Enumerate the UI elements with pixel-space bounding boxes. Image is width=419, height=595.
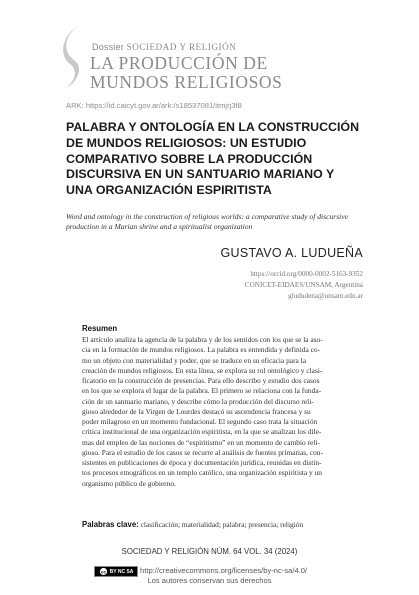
english-title-line: production in a Marian shrine and a spiritualist organization (66, 222, 253, 231)
dossier-title-line: LA PRODUCCIÓN DE (90, 53, 268, 73)
article-title-line: PALABRA Y ONTOLOGÍA EN LA CONSTRUCCIÓN (66, 120, 360, 134)
article-title-line: COMPARATIVO SOBRE LA PRODUCCIÓN (66, 151, 313, 166)
article-title-line: DE MUNDOS RELIGIOSOS: UN ESTUDIO (66, 135, 307, 150)
license-link[interactable]: http://creativecommons.org/licenses/by-nc-sa/4.0/ (140, 566, 308, 575)
abstract-line: ficatorio en la construcción de presencias. Para ello describo y estudio dos casos (82, 376, 320, 386)
article-title-line: UNA ORGANIZACIÓN ESPIRITISTA (66, 183, 272, 198)
abstract-line: crítica institucional de una organización espiritista, en la que se analizan los dile- (82, 427, 322, 437)
dossier-title-line: MUNDOS RELIGIOSOS (90, 72, 283, 92)
orcid-link[interactable]: https://orcid.org/0000-0002-5163-9352 (250, 270, 363, 278)
abstract-line: en los que se explora el lugar de la palabra. El primero se relaciona con la funda- (82, 386, 322, 396)
dossier-label: Dossier SOCIEDAD Y RELIGIÓN (92, 42, 237, 52)
abstract-line: sistentes en publicaciones de época y documentación jurídica, reunidas en distin- (82, 458, 322, 468)
article-title (66, 120, 366, 199)
abstract-line: cia en la formación de mundos religiosos. La palabra es entendida y definida co- (82, 345, 321, 355)
abstract-body (82, 335, 365, 489)
abstract-line: mas del empleo de las nociones de “espiritismo” en un momento de cambio reli- (82, 437, 320, 447)
abstract-line: creación de mundos religiosos. En esta línea, se explora su rol ontológico y clasi- (82, 365, 323, 375)
abstract-heading: Resumen (82, 324, 118, 333)
abstract-line: tos procesos etnográficos en un templo católico, una organización espiritista y un (82, 468, 322, 478)
abstract-line: poder milagroso en un momento fundacional. El segundo caso trata la situación (82, 417, 318, 427)
keywords-label: Palabras clave: (82, 520, 139, 529)
abstract-line: mo un objeto con materialidad y poder, que se traduce en su eficacia para la (82, 355, 306, 365)
cc-badge-text: BY NC SA (109, 568, 134, 575)
ark-identifier[interactable]: ARK: https://id.caicyt.gov.ar/ark:/s18537081/itmjrj3f8 (66, 101, 242, 110)
abstract-line: El artículo analiza la agencia de la palabra y de los sentidos con los que se la aso- (82, 335, 323, 344)
author-email[interactable]: glududena@unsam.edu.ar (288, 292, 363, 300)
keywords (82, 520, 303, 529)
abstract-line: ción de un santuario mariano, y describe cómo la producción del discurso reli- (82, 396, 314, 406)
author-affiliation: CONICET-EIDAES/UNSAM, Argentina (244, 281, 363, 289)
abstract-line: gioso. Para el estudio de los casos se recurre al análisis de fuentes primarias, con- (82, 447, 323, 457)
dossier-title (90, 54, 283, 92)
abstract-line: organismo público de gobierno. (82, 478, 176, 488)
abstract-line: gioso alrededor de la Virgen de Lourdes destacó su ascendencia francesa y su (82, 406, 311, 416)
english-title (66, 212, 366, 232)
keywords-text: clasificación; materialidad; palabra; presencia; religión (140, 520, 304, 529)
author-name: GUSTAVO A. LUDUEÑA (220, 246, 363, 260)
journal-citation: SOCIEDAD Y RELIGIÓN NÚM. 64 VOL. 34 (2024) (121, 547, 298, 556)
dossier-subject: SOCIEDAD Y RELIGIÓN (126, 42, 237, 52)
creative-commons-icon (99, 567, 108, 576)
svg-text:cc: cc (100, 569, 106, 575)
rights-notice: Los autores conservan sus derechos (147, 576, 272, 585)
article-title-line: DISCURSIVA EN UN SANTUARIO MARIANO Y (66, 167, 335, 182)
english-title-line: Word and ontology in the construction of religious worlds: a comparative study of discursive (66, 212, 349, 221)
journal-logo-swirl (58, 22, 92, 92)
